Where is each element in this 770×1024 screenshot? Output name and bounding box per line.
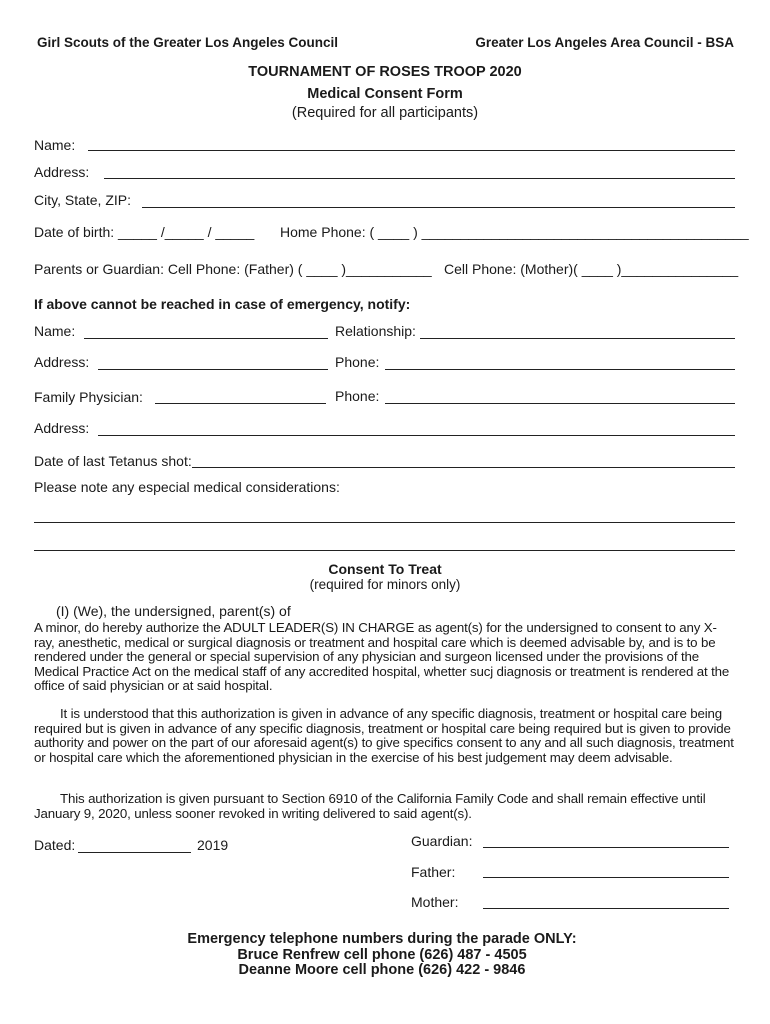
parent-father-phone-label[interactable]: Parents or Guardian: Cell Phone: (Father) ( ____ )___________ bbox=[34, 261, 432, 277]
participant-address-label: Address: bbox=[34, 164, 90, 180]
emergency-phone-label: Phone: bbox=[335, 354, 380, 370]
physician-label: Family Physician: bbox=[34, 389, 143, 405]
dated-year: 2019 bbox=[197, 837, 229, 853]
consent-paragraph-1: A minor, do hereby authorize the ADULT LEADER(S) IN CHARGE as agent(s) for the undersigned to consent to any X-ray, anesthetic, medical or surgical diagnosis or treatment and hospital care which is deemed advisable by, and is to be rendered under the general or special supervision of any physician and surgeon licensed under the provisions of the Medical Practice Act on the medical staff of any accredited hospital, whetter sucj diagnosis or treatment is rendered at the office of said physician or at said hospital. bbox=[34, 620, 730, 694]
tetanus-field[interactable] bbox=[192, 467, 735, 468]
emergency-phones-heading: Emergency telephone numbers during the parade ONLY: bbox=[187, 931, 577, 947]
emergency-phone-field[interactable] bbox=[385, 369, 735, 370]
dated-field[interactable] bbox=[78, 852, 191, 853]
participant-address-field[interactable] bbox=[104, 178, 735, 179]
form-required-note: (Required for all participants) bbox=[291, 105, 479, 121]
guardian-signature-field[interactable] bbox=[483, 847, 729, 848]
emergency-relationship-field[interactable] bbox=[420, 338, 735, 339]
consent-paragraph-2: It is understood that this authorization is given in advance of any specific diagnosis, treatment or hospital care being required but is given in advance of any specific diagnosis, treatment or hospital care being required but is given to provide authority and power on the part of our aforesaid agent(s) to give specifics consent to any and all such diagnosis, treatment or hospital care which the aforementioned physician in the exercise of his best judgement may deem advisable. bbox=[34, 706, 734, 765]
emergency-heading: If above cannot be reached in case of emergency, notify: bbox=[34, 296, 411, 312]
emergency-name-field[interactable] bbox=[84, 338, 328, 339]
physician-address-label: Address: bbox=[34, 420, 90, 436]
form-subtitle: Medical Consent Form bbox=[307, 86, 463, 102]
father-label: Father: bbox=[411, 864, 456, 880]
consent-heading: Consent To Treat bbox=[328, 561, 442, 577]
physician-address-field[interactable] bbox=[98, 435, 735, 436]
mother-label: Mother: bbox=[411, 894, 459, 910]
consent-subheading: (required for minors only) bbox=[309, 577, 461, 592]
emergency-phone-renfrew: Bruce Renfrew cell phone (626) 487 - 4505 bbox=[237, 947, 527, 963]
medical-considerations-label: Please note any especial medical considerations: bbox=[34, 479, 340, 495]
medical-considerations-line-1[interactable] bbox=[34, 522, 735, 523]
physician-phone-label: Phone: bbox=[335, 388, 380, 404]
header-right-organization: Greater Los Angeles Area Council - BSA bbox=[475, 35, 734, 50]
emergency-address-label: Address: bbox=[34, 354, 90, 370]
consent-paragraph-3: This authorization is given pursuant to Section 6910 of the California Family Code and shall remain effective until January 9, 2020, unless sooner revoked in writing delivered to said agent(s). bbox=[34, 791, 706, 821]
physician-phone-field[interactable] bbox=[385, 403, 735, 404]
parent-mother-phone-label[interactable]: Cell Phone: (Mother)( ____ )_______________ bbox=[444, 261, 739, 277]
header-left-organization: Girl Scouts of the Greater Los Angeles Council bbox=[37, 35, 339, 50]
emergency-name-label: Name: bbox=[34, 323, 76, 339]
guardian-label: Guardian: bbox=[411, 833, 473, 849]
father-signature-field[interactable] bbox=[483, 877, 729, 878]
participant-city-field[interactable] bbox=[142, 207, 735, 208]
tetanus-label: Date of last Tetanus shot: bbox=[34, 453, 192, 469]
emergency-phone-moore: Deanne Moore cell phone (626) 422 - 9846 bbox=[238, 962, 526, 978]
participant-city-label: City, State, ZIP: bbox=[34, 192, 131, 208]
consent-intro: (I) (We), the undersigned, parent(s) of bbox=[56, 603, 291, 619]
participant-name-field[interactable] bbox=[88, 150, 735, 151]
participant-home-phone-label[interactable]: Home Phone: ( ____ ) __________________________________________ bbox=[280, 224, 749, 240]
dated-label: Dated: bbox=[34, 837, 76, 853]
medical-considerations-line-2[interactable] bbox=[34, 550, 735, 551]
form-title: TOURNAMENT OF ROSES TROOP 2020 bbox=[248, 64, 522, 80]
participant-name-label: Name: bbox=[34, 137, 76, 153]
participant-dob-label[interactable]: Date of birth: _____ /_____ / _____ bbox=[34, 224, 255, 240]
mother-signature-field[interactable] bbox=[483, 908, 729, 909]
physician-field[interactable] bbox=[155, 403, 326, 404]
emergency-address-field[interactable] bbox=[98, 369, 328, 370]
emergency-relationship-label: Relationship: bbox=[335, 323, 416, 339]
